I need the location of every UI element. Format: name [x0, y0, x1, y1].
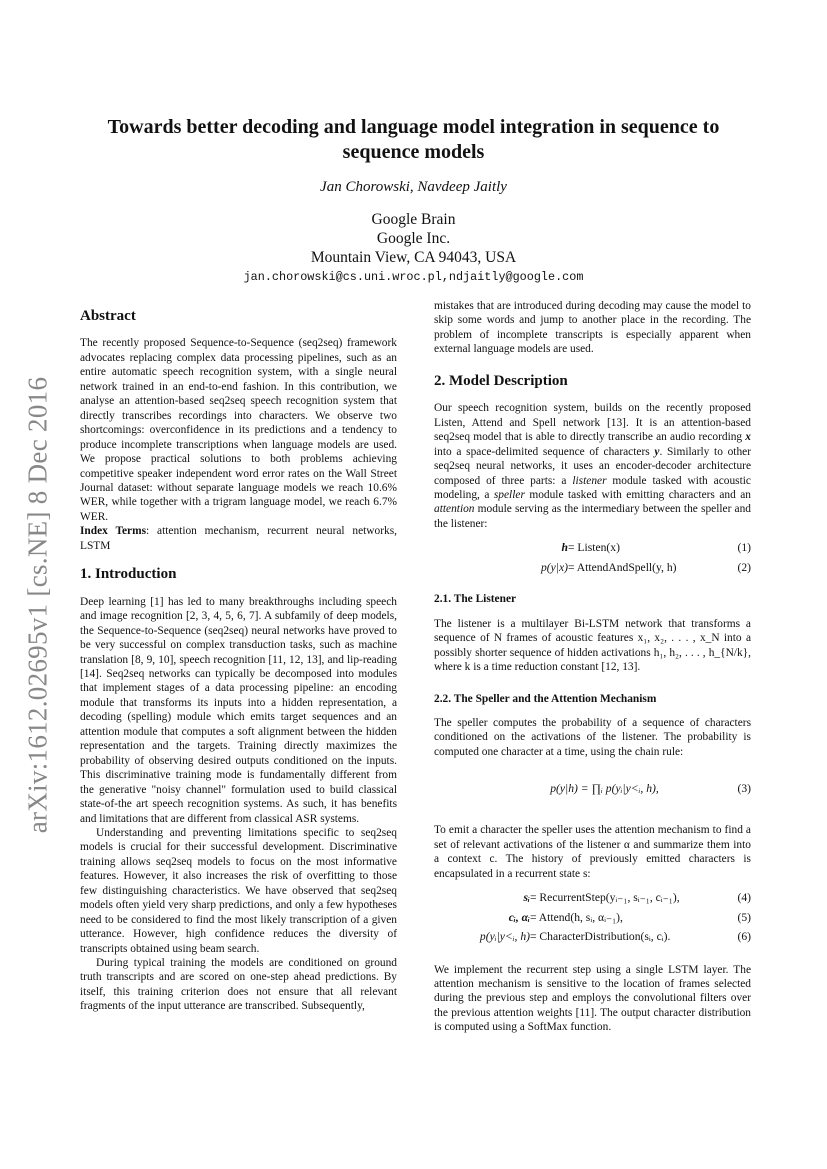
- affiliation: [80, 210, 747, 267]
- abstract-heading: Abstract: [80, 308, 136, 324]
- eq4-lhs: sᵢ: [523, 891, 530, 905]
- text-run: Our speech recognition system, builds on the recently proposed Listen, Attend and Spell network [13]. It is an attention-based seq2seq model that is able to directly transcribe an audio recording: [434, 402, 751, 444]
- listener-paragraph: The listener is a multilayer Bi-LSTM network that transforms a sequence of N frames of acoustic features x₁, x₂, . . . , x_N into a possibly shorter sequence of hidden activations h₁, h₂, . . . , h_{N/k}, where k is a time reduction constant [12, 13].: [434, 617, 751, 674]
- eq6-lhs: p(yᵢ|y<ᵢ, h): [479, 930, 530, 944]
- paper-title: [80, 115, 747, 165]
- intro-heading: 1. Introduction: [80, 566, 177, 583]
- equation-5: [434, 911, 751, 925]
- index-terms-text: : attention mechanism, recurrent neural networks, LSTM: [80, 525, 397, 552]
- eq2-lhs: p(y|x): [541, 560, 568, 574]
- right-column: [434, 299, 751, 1035]
- index-terms: [80, 524, 397, 553]
- listener-heading: 2.1. The Listener: [434, 593, 517, 606]
- eq2-number: (2): [737, 560, 751, 574]
- affiliation-line: Google Brain: [371, 211, 456, 228]
- equation-3: [434, 773, 751, 805]
- text-run: module tasked with acoustic modeling, a: [434, 474, 751, 501]
- title-line-1: Towards better decoding and language model integration in sequence to: [107, 116, 720, 138]
- author-emails[interactable]: jan.chorowski@cs.uni.wroc.pl,ndjaitly@google.com: [243, 270, 584, 284]
- math-x: x: [745, 431, 751, 444]
- model-paragraph: [434, 401, 751, 531]
- left-column: [80, 309, 397, 1014]
- eq5-lhs: cᵢ, αᵢ: [508, 910, 530, 924]
- eq3-number: (3): [737, 782, 751, 796]
- affiliation-line: Google Inc.: [376, 230, 451, 247]
- speller-heading: 2.2. The Speller and the Attention Mechanism: [434, 692, 657, 705]
- emit-paragraph: To emit a character the speller uses the attention mechanism to find a set of relevant activations of the listener α and summarize them into a context c. The history of previously emitted characters is encapsulated in a recurrent state s:: [434, 824, 751, 880]
- eq1-lhs: h: [561, 541, 568, 555]
- term-listener: listener: [572, 474, 607, 487]
- speller-paragraph: The speller computes the probability of a sequence of characters conditioned on the activations of the listener. The probability is computed one character at a time, using the chain rule:: [434, 716, 751, 758]
- eq2-rhs: = AttendAndSpell(y, h): [568, 560, 677, 574]
- affiliation-line: Mountain View, CA 94043, USA: [310, 249, 517, 266]
- math-y: y: [654, 445, 660, 458]
- equation-1: [434, 541, 751, 555]
- eq3-body: p(y|h) = ∏ᵢ p(yᵢ|y<ᵢ, h),: [550, 782, 659, 796]
- term-attention: attention: [434, 503, 475, 516]
- abstract-text: The recently proposed Sequence-to-Sequence (seq2seq) framework advocates replacing complex data processing pipelines, such as an entire automatic speech recognition system, with a single neural network trained in an end-to-end fashion. In this contribution, we analyse an attention-based seq2seq speech recognition system that directly transcribes recordings into characters. We observe two shortcomings: overconfidence in its predictions and a tendency to produce incomplete transcriptions when language models are used. We propose practical solutions to both problems achieving competitive speaker independent word error rates on the Wall Street Journal dataset: without separate language models we reach 10.6% WER, while together with a trigram language model, we reach 6.7% WER.: [80, 337, 397, 523]
- eq4-rhs: = RecurrentStep(yᵢ₋₁, sᵢ₋₁, cᵢ₋₁),: [530, 891, 680, 905]
- eq4-number: (4): [737, 891, 751, 905]
- arxiv-stamp-text: arXiv:1612.02695v1 [cs.NE] 8 Dec 2016: [22, 376, 53, 834]
- text-run: module serving as the intermediary between the speller and the listener:: [434, 503, 751, 530]
- eq1-rhs: = Listen(x): [568, 541, 620, 555]
- final-paragraph: We implement the recurrent step using a single LSTM layer. The attention mechanism is sensitive to the location of frames selected during the previous step and employs the convolutional filters over the previous attention weights [11]. The output character distribution is computed using a SoftMax function.: [434, 963, 751, 1034]
- text-run: into a space-delimited sequence of characters: [434, 445, 655, 458]
- eq5-rhs: = Attend(h, sᵢ, αᵢ₋₁),: [530, 910, 623, 924]
- intro-paragraph-3: During typical training the models are conditioned on ground truth transcripts and are scored on one-step ahead predictions. By itself, this training criterion does not ensure that all relevant fragments of the input utterance are transcribed. Subsequently,: [80, 957, 397, 1013]
- eq6-rhs: = CharacterDistribution(sᵢ, cᵢ).: [530, 930, 671, 944]
- equation-6: [434, 930, 751, 944]
- intro-paragraph-2: Understanding and preventing limitations specific to seq2seq models is crucial for their successful development. Discriminative training allows seq2seq models to focus on the most informative features. However, it also increases the risk of overfitting to those few distinguishing characteristics. We have observed that seq2seq models often yield very sharp predictions, and only a few hypotheses need to be considered to find the most likely transcription of a given utterance. However, high confidence reduces the diversity of transcripts obtained using beam search.: [80, 826, 397, 955]
- right-paragraph-continued: mistakes that are introduced during decoding may cause the model to skip some words and jump to another place in the recording. The problem of incomplete transcripts is especially apparent when external language models are used.: [434, 300, 751, 356]
- eq6-number: (6): [737, 930, 751, 944]
- model-heading: 2. Model Description: [434, 372, 568, 389]
- arxiv-stamp: [22, 365, 54, 845]
- text-run: . Similarly to other seq2seq neural networks, it uses an encoder-decoder architecture composed of three parts: a: [434, 445, 751, 487]
- equation-2: [434, 561, 751, 575]
- eq1-number: (1): [737, 541, 751, 555]
- index-terms-label: Index Terms: [80, 525, 147, 538]
- authors: Jan Chorowski, Navdeep Jaitly: [320, 179, 507, 195]
- eq5-number: (5): [737, 910, 751, 924]
- intro-paragraph-1: Deep learning [1] has led to many breakthroughs including speech and image recognition [2, 3, 4, 5, 6, 7]. A subfamily of deep models, the Sequence-to-Sequence (seq2seq) neural networks have proved to be very successful on complex transduction tasks, such as machine translation [8, 9, 10], speech recognition [11, 12, 13], and lip-reading [14]. Seq2seq networks can typically be decomposed into modules that implement stages of a data processing pipeline: an encoding module that transforms its inputs into a hidden representation, a decoding (spelling) module which emits target sequences and an attention module that computes a soft alignment between the hidden representation and the targets. Training directly maximizes the probability of observing desired outputs conditioned on the inputs. This discriminative training mode is fundamentally different from the generative "noisy channel" formulation used to build classical state-of-the art speech recognition systems. As such, it has benefits and limitations that are different from classical ASR systems.: [80, 595, 397, 825]
- text-run: module tasked with emitting characters and an: [524, 488, 751, 501]
- equation-4: [434, 891, 751, 905]
- title-line-2: sequence models: [342, 141, 485, 163]
- term-speller: speller: [493, 488, 525, 501]
